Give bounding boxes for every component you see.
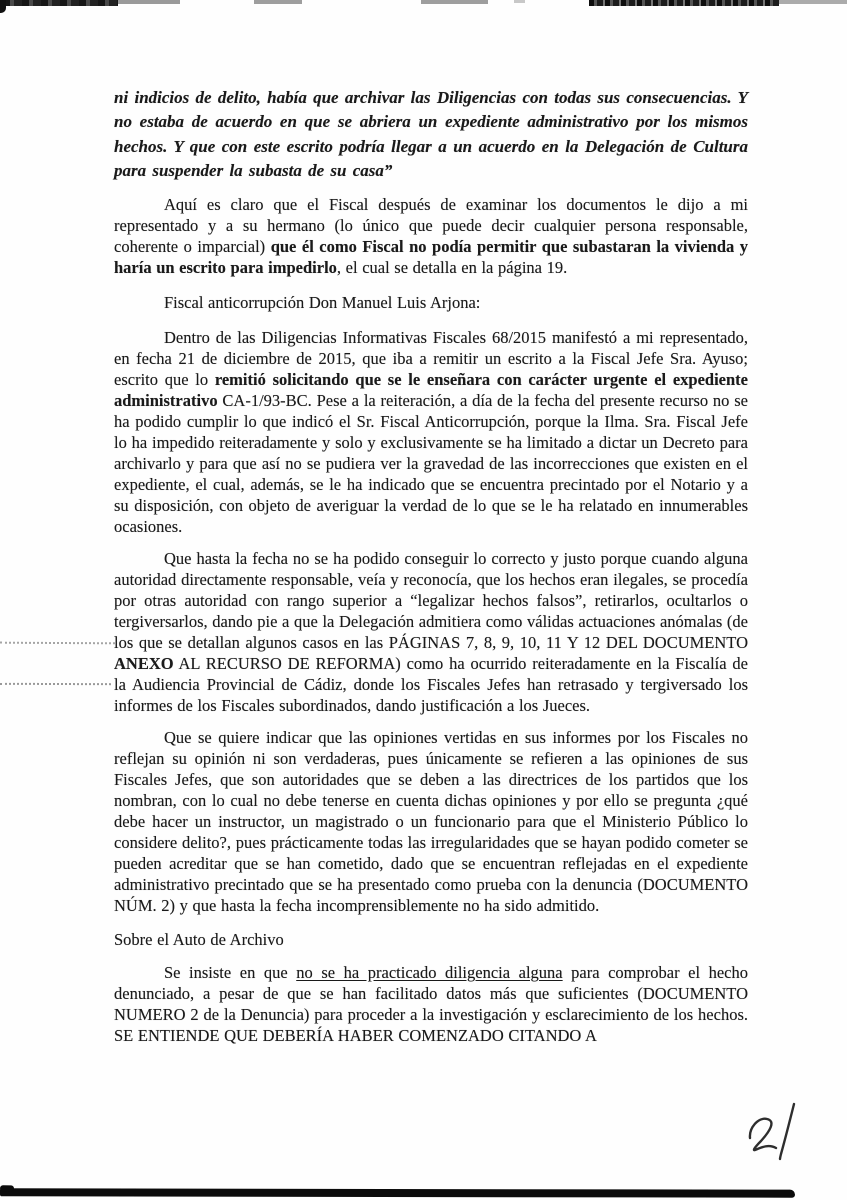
text-run: para comprobar el hecho denunciado, a pesar de que se han facilitado datos más que suficientes (DOCUMENTO NUMERO 2 de la Denuncia) para proceder a la investigación y esclarecimiento de los hechos. SE ENTIENDE QUE DEBERÍA HABER COMENZADO CITANDO A xyxy=(114,963,748,1046)
bold-text-run: ANEXO xyxy=(114,654,174,674)
scan-artifact-top-strip xyxy=(589,0,779,6)
underlined-text-run: no se ha practicado diligencia alguna xyxy=(296,963,563,983)
text-run: Fiscal anticorrupción Don Manuel Luis Arjona: xyxy=(164,293,481,313)
scan-artifact-margin-dots xyxy=(0,642,115,645)
text-run: Que se quiere indicar que las opiniones vertidas en sus informes por los Fiscales no reflejan su opinión ni son verdaderas, pues únicamente se refieren a las opiniones de sus Fiscales Jefes, que son autoridades que se deben a las directrices de los partidos que los nombran, con lo cual no debe tenerse en cuenta dichas opiniones y por ello se pregunta ¿qué debe hacer un instructor, un magistrado o un funcionario para que el Ministerio Público lo considere delito?, pues prácticamente todas las irregularidades que se hayan podido cometer se pueden acreditar que se han cometido, dado que se encuentran reflejadas en el expediente administrativo precintado que se ha presentado como prueba con la denuncia (DOCUMENTO NÚM. 2) y que hasta la fecha incomprensiblemente no ha sido admitido. xyxy=(114,728,748,916)
text-run: Se insiste en que xyxy=(164,963,297,983)
handwritten-21-icon xyxy=(736,1098,812,1166)
scan-artifact-top-strip xyxy=(421,0,488,4)
scan-artifact-corner xyxy=(0,0,6,13)
scan-artifact-top-strip xyxy=(118,0,180,4)
scan-artifact-top-strip xyxy=(254,0,302,4)
bold-text-run: que él como Fiscal no podía permitir que subastaran la vivienda y haría un escrito para impedirlo xyxy=(114,237,749,278)
scan-artifact-margin-dots xyxy=(0,683,111,685)
heading-sobre-auto-archivo xyxy=(114,929,748,950)
bold-text-run: remitió solicitando que se le enseñara con carácter urgente el expediente administrativo xyxy=(114,370,748,411)
text-run: , el cual se detalla en la página 19. xyxy=(336,258,568,278)
scan-artifact-top-strip xyxy=(779,0,847,4)
handwritten-page-number xyxy=(736,1098,812,1166)
scan-artifact-bottom-bar xyxy=(0,1188,795,1197)
scan-artifact-top-strip xyxy=(514,0,525,3)
text-run: Que hasta la fecha no se ha podido conseguir lo correcto y justo porque cuando alguna autoridad directamente responsable, veía y reconocía, que los hechos eran ilegales, se procedía por otras autoridad con rango superior a “legalizar hechos falsos”, retirarlos, ocultarlos o tergiversarlos, dando pie a que la Delegación admitiera como válidas actuaciones anómalas (de los que se detallan algunos casos en las PÁGINAS 7, 8, 9, 10, 11 Y 12 DEL DOCUMENTO xyxy=(114,549,748,653)
paragraph-que-hasta-la-fecha xyxy=(114,548,748,716)
quote-text: ni indicios de delito, había que archivar las Diligencias con todas sus consecuencias. Y no estaba de acuerdo en que se abriera un expediente administrativo por los mismos hechos. Y que con este escrito podría llegar a un acuerdo en la Delegación de Cultura para suspender la subasta de su casa” xyxy=(114,88,748,180)
paragraph-se-insiste xyxy=(114,962,748,1046)
paragraph-aqui-es-claro xyxy=(114,194,748,278)
paragraph-opiniones-fiscales xyxy=(114,727,748,916)
paragraph-diligencias-informativas xyxy=(114,327,748,537)
scan-artifact-top-strip xyxy=(3,0,118,6)
text-run: Sobre el Auto de Archivo xyxy=(114,930,284,950)
document-body xyxy=(114,86,748,1046)
text-run: Dentro de las Diligencias Informativas Fiscales 68/2015 manifestó a mi representado, en fecha 21 de diciembre de 2015, que iba a remitir un escrito a la Fiscal Jefe Sra. Ayuso; escrito que lo xyxy=(114,328,748,390)
heading-fiscal-anticorrupcion xyxy=(114,292,748,313)
text-run: AL RECURSO DE REFORMA) como ha ocurrido reiteradamente en la Fiscalía de la Audiencia Provincial de Cádiz, donde los Fiscales Jefes han retrasado y tergiversado los informes de los Fiscales subordinados, dando justificación a los Jueces. xyxy=(114,654,748,716)
text-run: CA-1/93-BC. Pese a la reiteración, a día de la fecha del presente recurso no se ha podido cumplir lo que indicó el Sr. Fiscal Anticorrupción, porque la Ilma. Sra. Fiscal Jefe lo ha impedido reiteradamente y solo y exclusivamente se ha limitado a dictar un Decreto para archivarlo y para que así no se pudiera ver la gravedad de las incorrecciones que existen en el expediente, el cual, además, se le ha indicado que se encuentra precintado por el Notario y a su disposición, con objeto de averiguar la verdad de lo que se le ha relatado en innumerables ocasiones. xyxy=(114,391,748,537)
text-run: Aquí es claro que el Fiscal después de examinar los documentos le dijo a mi representado y a su hermano (lo único que puede decir cualquier persona responsable, coherente o imparcial) xyxy=(114,195,748,257)
paragraph-quote-continuation xyxy=(114,86,748,183)
